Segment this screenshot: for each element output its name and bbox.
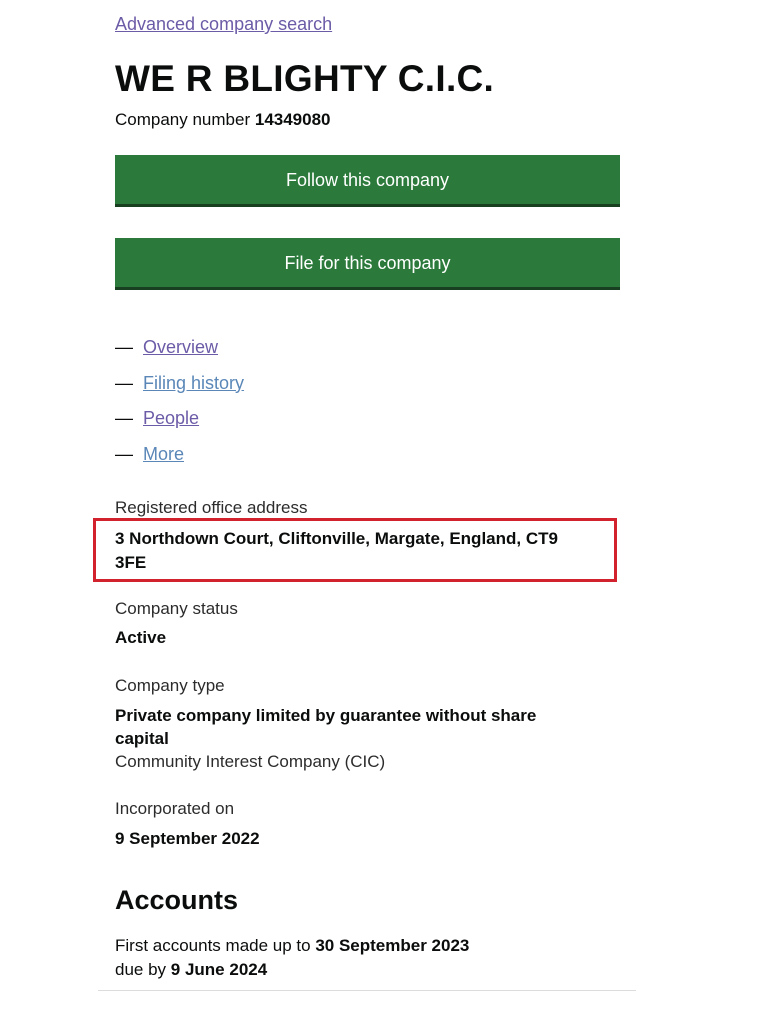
first-accounts-line: [115, 936, 469, 956]
nav-dash: —: [115, 408, 133, 429]
company-name-heading: WE R BLIGHTY C.I.C.: [115, 58, 495, 99]
nav-link-people[interactable]: People: [143, 408, 200, 429]
nav-item-overview: [115, 330, 244, 366]
company-type-label: Company type: [115, 676, 225, 695]
nav-item-filing-history: [115, 366, 244, 402]
follow-company-button[interactable]: Follow this company: [115, 155, 620, 204]
nav-dash: —: [115, 337, 133, 358]
nav-link-more[interactable]: More: [143, 443, 185, 464]
company-number-label: Company number: [115, 110, 251, 129]
company-subtype: Community Interest Company (CIC): [115, 752, 386, 771]
nav-item-more: [115, 437, 244, 473]
company-type-value-line2: capital: [115, 729, 169, 748]
company-type-value-line1: Private company limited by guarantee without share: [115, 706, 537, 725]
company-tabs-nav: [115, 330, 244, 472]
company-status-label: Company status: [115, 599, 238, 618]
company-number-value: 14349080: [254, 110, 331, 129]
nav-link-overview[interactable]: Overview: [143, 337, 219, 358]
first-accounts-date: 30 September 2023: [315, 936, 470, 955]
nav-item-people: [115, 401, 244, 437]
first-accounts-prefix: First accounts made up to: [115, 936, 311, 955]
accounts-due-line: [115, 960, 267, 980]
registered-office-address-line1: 3 Northdown Court, Cliftonville, Margate, England, CT9: [115, 529, 558, 548]
nav-link-filing-history[interactable]: Filing history: [143, 372, 245, 393]
accounts-due-date: 9 June 2024: [170, 960, 268, 979]
registered-office-address-line2: 3FE: [115, 553, 147, 572]
file-for-company-button[interactable]: File for this company: [115, 238, 620, 287]
accounts-due-prefix: due by: [115, 960, 167, 979]
address-highlight-box: [93, 518, 617, 582]
company-number: [115, 110, 331, 130]
company-status-value: Active: [115, 628, 167, 647]
section-divider: [98, 990, 636, 991]
nav-dash: —: [115, 372, 133, 393]
incorporated-value: 9 September 2022: [115, 829, 260, 848]
registered-office-label: Registered office address: [115, 498, 308, 517]
accounts-heading: Accounts: [115, 885, 239, 915]
advanced-company-search-link[interactable]: Advanced company search: [115, 14, 333, 34]
nav-dash: —: [115, 443, 133, 464]
incorporated-label: Incorporated on: [115, 799, 235, 818]
